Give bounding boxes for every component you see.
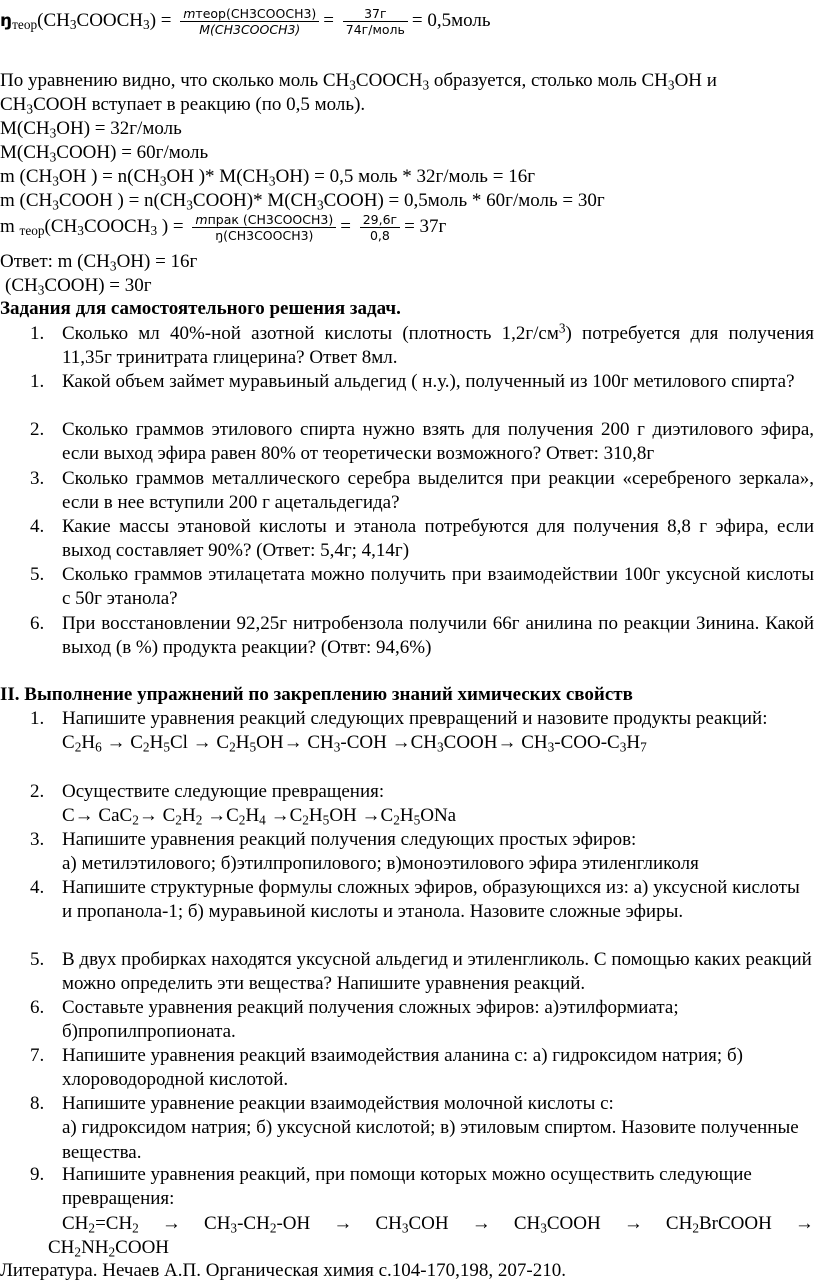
mass-acetic-eq: m ($CH_3COOH$ ) = $n(CH_3COOH)*$ $M(CH_3COOH)$ = 0,5моль * 60г/моль = 30г	[0, 190, 605, 213]
section2-title: II. Выполнение упражнений по закреплению знаний химических свойств	[0, 684, 633, 705]
text: ) потребуется для получения 11,35г тринитрата глицерина? Ответ 8мл.	[62, 323, 814, 369]
item-number: 2.	[30, 781, 45, 802]
fraction-prak-over-eta: $\frac{\text{mпрак (CH3COOCH3)}}{\text{ŋ(CH3COOCH3)}}$	[192, 212, 336, 243]
literature-reference: Литература. Нечаев А.П. Органическая химия с.104-170,198, 207-210.	[0, 1260, 566, 1281]
reaction-chain-3: $CH_2=CH_2$ → $CH_3-CH_2-OH$ → $CH_3COH$ → $CH_3COOH$ → $CH_2BrCOOH$ →	[62, 1213, 814, 1236]
mass-theor-eq: m $_{теор}(CH_3COOCH_3$ ) = $\frac{\text{mпрак (CH3COOCH3)}}{\text{ŋ(CH3COOCH3)}}$ = $\frac{29,6г}{0,8}$ = 37г	[0, 212, 447, 243]
item-text: Напишите уравнения реакций, при помощи которых можно осуществить следующие превращения:	[62, 1164, 752, 1210]
item-text	[62, 780, 814, 829]
item-text: Сколько граммов металлического серебра выделится при реакции «серебреного зеркала», если в нее вступили 200 г ацетальдегида?	[62, 468, 814, 514]
paragraph-line-2: $CH_3COOH$ вступает в реакцию (по 0,5 моль).	[0, 94, 366, 117]
item-text	[62, 707, 814, 756]
item-number: 1.	[30, 323, 45, 344]
text: M(CH	[0, 142, 50, 163]
fraction-values	[343, 6, 408, 37]
molar-mass-methanol: $M(CH_3OH)$ = 32г/моль	[0, 118, 182, 141]
result-value: = 37г	[404, 215, 447, 237]
text: m (CH	[0, 190, 53, 211]
item-number: 4.	[30, 877, 45, 898]
item-text: Сколько граммов этилацетата можно получить при взаимодействии 100г уксусной кислоты с 50г этанола?	[62, 564, 814, 610]
fraction-numerator-m: m	[183, 6, 196, 21]
teor-subscript: теор	[12, 17, 38, 33]
fraction-numerator: прак (CH3COOCH3)	[207, 212, 334, 227]
item-number: 6.	[30, 997, 45, 1018]
item-text: Какие массы этановой кислоты и этанола потребуются для получения 8,8 г эфира, если выход составляет 90%? (Ответ: 5,4г; 4,14г)	[62, 516, 814, 562]
text: m (CH	[0, 166, 53, 187]
text: а) метилэтилового; б)этилпропилового; в)моноэтилового эфира этиленгликоля	[62, 853, 699, 875]
fraction-denominator-value: 0,8	[369, 228, 390, 243]
item-text	[62, 322, 814, 371]
mass-methanol-eq: m ($CH_3OH$ ) = $n(CH_3OH$ )* $M(CH_3OH) = 0,5$ моль * 32г/моль = 16г	[0, 166, 535, 189]
text: Напишите уравнение реакции взаимодействия молочной кислоты с:	[62, 1093, 614, 1114]
item-number: 4.	[30, 516, 45, 537]
item-text: Напишите уравнения реакций взаимодействия аланина с: а) гидроксидом натрия; б) хлороводородной кислотой.	[62, 1045, 743, 1091]
item-number: 1.	[30, 708, 45, 729]
text: m	[0, 215, 15, 237]
item-number: 1.	[30, 371, 45, 392]
eta-symbol: ŋ	[0, 10, 13, 31]
item-text: В двух пробирках находятся уксусной альдегид и этиленгликоль. С помощью каких реакций можно определить эти вещества? Напишите уравнения реакций.	[62, 949, 812, 995]
item-number: 5.	[30, 949, 45, 970]
fraction-numerator-value: 37г	[343, 6, 408, 22]
item-number: 3.	[30, 829, 45, 850]
superscript: 3	[558, 320, 566, 336]
item-text	[62, 1092, 814, 1165]
text: По уравнению видно, что сколько моль CH	[0, 70, 350, 91]
text: (CH	[5, 275, 38, 296]
reaction-chain-2: $C\to CaC_2\to C_2H_2 \to C_2H_4 \to C_2H_5OH \to C_2H_5ONa$	[62, 805, 457, 828]
text: M(CH	[0, 118, 50, 139]
answer-line-1: Ответ: m $(CH_3OH) = 16г$	[0, 251, 198, 274]
text: Осуществите следующие превращения:	[62, 781, 385, 802]
item-text: Составьте уравнения реакций получения сложных эфиров: а)этилформиата; б)пропилпропионата.	[62, 997, 679, 1043]
item-number: 8.	[30, 1093, 45, 1114]
item-number: 7.	[30, 1045, 45, 1066]
item-number: 5.	[30, 564, 45, 585]
paragraph-line-1: По уравнению видно, что сколько моль $CH_3COOCH_3$ образуется, столько моль $CH_3OH$ и	[0, 70, 717, 93]
text: Напишите уравнения реакций следующих превращений и назовите продукты реакций:	[62, 708, 768, 729]
reaction-chain-1: $C_2H_6 \to C_2H_5Cl \to C_2H_5OH\to CH_3-COH$ $\to CH_3COOH\to CH_3-COO-C_3H_7$	[62, 732, 647, 755]
fraction-numerator-value: 29,6г	[360, 212, 400, 228]
fraction-denominator-value: 74г/моль	[345, 22, 405, 37]
yield-formula-line: $ŋ_{теор}(CH_3COOCH_3)$ = $\frac{\text{mтеор(CH3COOCH3)}}{\text{M(CH3COOCH3)}}$ = $\frac{37г}{\text{74г/моль}}$ = 0,5моль	[0, 6, 491, 37]
formula-text: (CH	[37, 9, 70, 31]
fraction-numerator: теор(CH3COOCH3)	[195, 6, 317, 21]
item-number: 2.	[30, 419, 45, 440]
molar-mass-acetic-acid: $M(CH_3COOH)$ = 60г/моль	[0, 142, 209, 165]
reaction-chain-3-end: $CH_2NH_2COOH$	[48, 1237, 170, 1260]
text: CH	[0, 94, 27, 115]
text: Напишите уравнения реакций получения следующих простых эфиров:	[62, 829, 637, 850]
item-text	[62, 828, 814, 877]
fraction-denominator: ŋ(CH3COOCH3)	[215, 228, 314, 243]
text: Сколько мл 40%-ной азотной кислоты (плотность 1,2г/см	[62, 323, 559, 344]
section1-title: Задания для самостоятельного решения задач.	[0, 298, 401, 319]
result-value: = 0,5моль	[411, 9, 491, 31]
teor-subscript: теор	[19, 223, 45, 239]
fraction-denominator: M(CH3COOCH3)	[199, 22, 301, 37]
answer-line-2: $(CH_3COOH) = 30г$	[5, 275, 152, 298]
text: а) гидроксидом натрия; б) уксусной кислотой; в) этиловым спиртом. Назовите полученные вещества.	[62, 1117, 799, 1163]
fraction-m-over-M	[180, 6, 319, 37]
item-text: Какой объем займет муравьиный альдегид ( н.у.), полученный из 100г метилового спирта?	[62, 371, 795, 392]
item-number: 9.	[30, 1164, 45, 1185]
item-number: 3.	[30, 468, 45, 489]
item-text: При восстановлении 92,25г нитробензола получили 66г анилина по реакции Зинина. Какой выход (в %) продукта реакции? (Отвт: 94,6%)	[62, 613, 814, 659]
item-text: Напишите структурные формулы сложных эфиров, образующихся из: а) уксусной кислоты и пропанола-1; б) муравьиной кислоты и этанола. Назовите сложные эфиры.	[62, 877, 800, 923]
text: Ответ: m (CH	[0, 251, 110, 272]
fraction-values-2	[360, 212, 400, 243]
item-text: Сколько граммов этилового спирта нужно взять для получения 200 г диэтилового эфира, если выход эфира равен 80% от теоретически возможного? Ответ: 310,8г	[62, 419, 814, 465]
item-number: 6.	[30, 613, 45, 634]
